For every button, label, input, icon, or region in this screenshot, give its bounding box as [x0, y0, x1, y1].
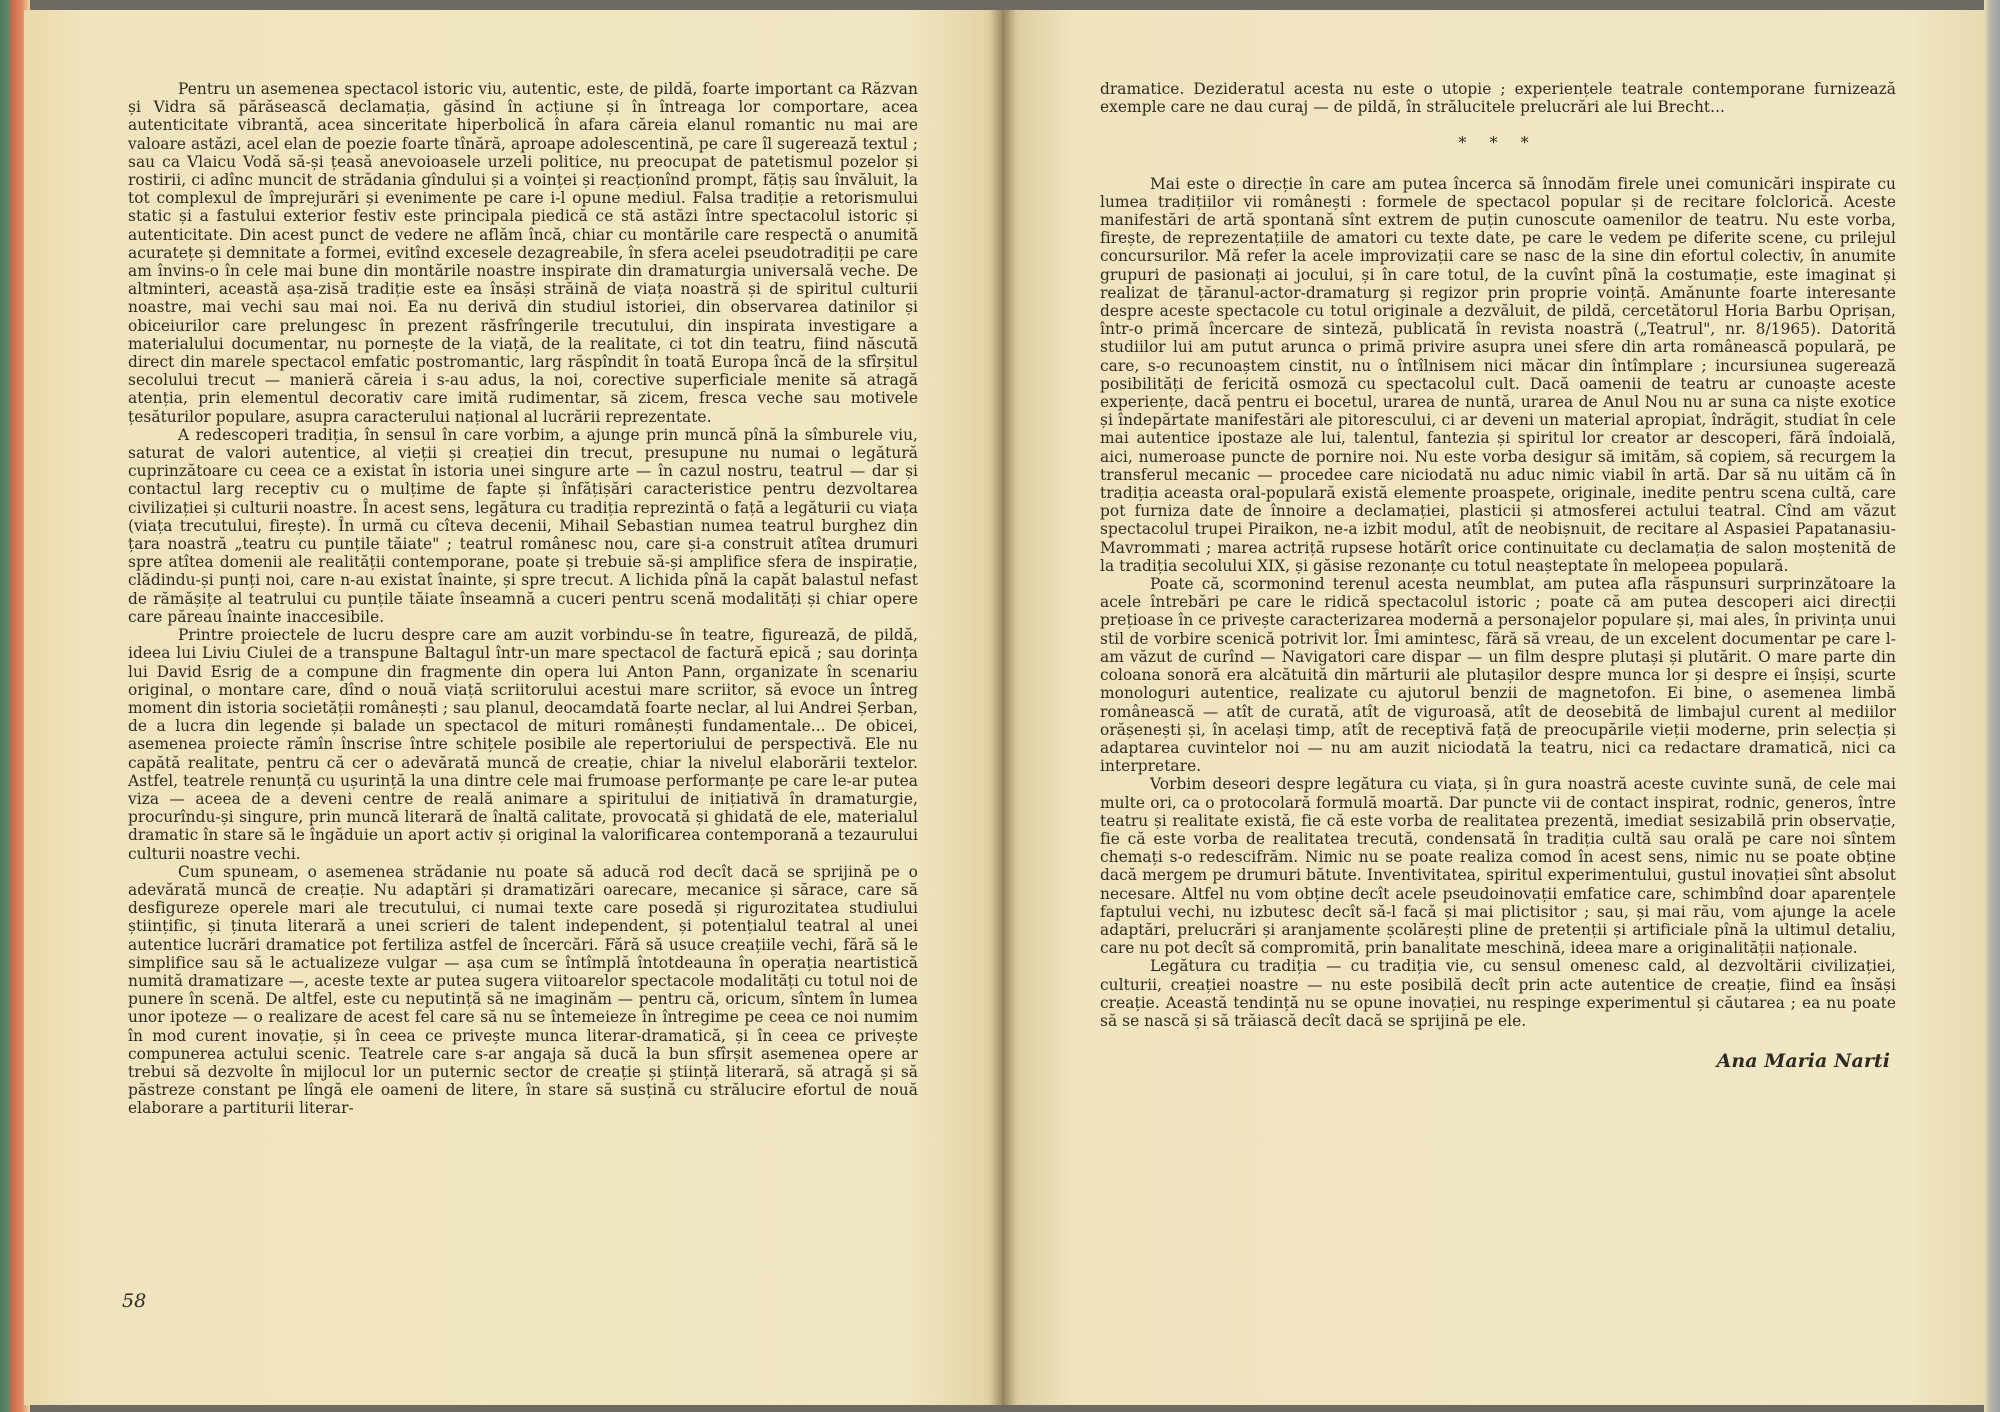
- left-paragraph-4: Cum spuneam, o asemenea strădanie nu poate să aducă rod decît dacă se sprijină pe o adevărată muncă de creație. Nu adaptări și dramatizări oarecare, mecanice și sărace, care să desfigureze operele mari ale trecutului, ci numai texte care posedă și rigurozitatea studiului științific, și ținuta literară a unei scrieri de talent independent, și potențialul teatral al unei autentice lucrări dramatice pot fertiliza astfel de încercări. Fără să usuce creațiile vechi, fără să le simplifice sau să le actualizeze vulgar — așa cum se întîmplă întotdeauna în operația neartistică numită dramatizare —, aceste texte ar putea sugera viitoarelor spectacole modalități cu totul noi de punere în scenă. De altfel, este cu neputință să ne imaginăm — pentru că, oricum, sîntem în lumea unor ipoteze — o realizare de acest fel care să nu se întemeieze în întregime pe ceea ce noi numim în mod curent inovație, și în ceea ce privește munca literar-dramatică, și în ceea ce privește compunerea actului scenic. Teatrele care s-ar angaja să ducă la bun sfîrșit asemenea opere ar trebui să dezvolte în mijlocul lor un puternic sector de creație și știință literară, să atragă și să păstreze constant pe lîngă ele oameni de litere, în stare să susțină cu strălucire efortul de nouă elaborare a partiturii literar-: [128, 862, 918, 1118]
- right-continuation-paragraph: dramatice. Dezideratul acesta nu este o utopie ; experiențele teatrale contemporane furnizează exemple care ne dau curaj — de pildă, în strălucitele prelucrări ale lui Brecht...: [1100, 80, 1896, 117]
- right-paragraph-4: Legătura cu tradiția — cu tradiția vie, cu sensul omenesc cald, al dezvoltării civilizației, culturii, creației noastre — nu este posibilă decît prin acte autentice de creație, fiind ea însăși creație. Această tendință nu se opune inovației, nu respinge experimentul și căutarea ; ea nu poate să se nască și să trăiască decît dacă se sprijină pe ele.: [1100, 957, 1896, 1030]
- page-number: 58: [122, 1290, 147, 1312]
- section-separator: * * *: [1458, 133, 1538, 153]
- author-signature: Ana Maria Narti: [1716, 1050, 1890, 1073]
- right-paragraph-1: Mai este o direcție în care am putea încerca să înnodăm firele unei comunicări inspirate cu lumea tradițiilor vii românești : formele de spectacol popular și de recitare folclorică. Aceste manifestări de artă spontană sînt extrem de puțin cunoscute oamenilor de teatru. Nu este vorba, firește, de reprezentațiile de amatori cu texte date, pe care le vedem pe diferite scene, cu prilejul concursurilor. Mă refer la acele improvizații care se nasc de la sine din efortul colectiv, în anumite grupuri de pasionați ai jocului, și în care totul, de la cuvînt pînă la costumație, este imaginat și realizat de țăranul-actor-dramaturg și regizor prin proprie voință. Amănunte foarte interesante despre aceste spectacole cu totul originale a dezvăluit, de pildă, cercetătorul Horia Barbu Oprișan, într-o primă încercare de sinteză, publicată în revista noastră („Teatrul", nr. 8/1965). Datorită studiilor lui am putut arunca o primă privire asupra unei sfere din arta românească populară, pe care, s-o recunoaștem cinstit, nu o întîlnisem nici măcar din întîmplare ; incursiunea sugerează posibilități de fericită osmoză cu spectacolul cult. Dacă oamenii de teatru ar cunoaște aceste experiențe, dacă pentru ei bocetul, urarea de nuntă, urarea de Anul Nou nu ar suna ca niște exotice și îndepărtate manifestări ale pitorescului, ci ar deveni un material apropiat, îndrăgit, studiat în cele mai autentice ipostaze ale lui, talentul, fantezia și spiritul lor creator ar descoperi, fără îndoială, aici, numeroase puncte de pornire noi. Nu este vorba desigur să imităm, să copiem, să recurgem la transferul mecanic — procedee care niciodată nu aduc nimic viabil în artă. Dar să nu uităm că în tradiția aceasta oral-populară există elemente proaspete, originale, inedite pentru scena cultă, care pot furniza date de înnoire a declamației, plasticii și atmosferei actului teatral. Cînd am văzut spectacolul trupei Piraikon, ne-a izbit modul, atît de neobișnuit, de recitare al Aspasiei Papatanasiu-Mavrommati ; marea actriță rupsese hotărît orice continuitate cu declamația de salon moștenită de la tradiția secolului XIX, și găsise rezonanțe cu totul neașteptate în melopeea populară.: [1100, 174, 1896, 575]
- right-page-text-column: [1100, 80, 1896, 1073]
- left-page: [24, 10, 1002, 1405]
- left-paragraph-1: Pentru un asemenea spectacol istoric viu, autentic, este, de pildă, foarte important ca Răzvan și Vidra să părăsească declamația, găsind în acțiune și în întreaga lor comportare, acea autenticitate vibrantă, acea sinceritate hiperbolică în afara căreia elanul romantic nu mai are valoare astăzi, acel elan de poezie foarte tînără, aproape adolescentină, pe care îl sugerează textul ; sau ca Vlaicu Vodă să-și țeasă anevoioasele urzeli politice, nu preocupat de patetismul pozelor și rostirii, ci adînc muncit de strădania gîndului și a voinței și reacționînd prompt, fățiș sau învăluit, la tot complexul de împrejurări și evenimente pe care i-l opune mediul. Falsa tradiție a retorismului static și a fastului exterior festiv este principala piedică ce stă astăzi între spectacolul istoric și autenticitate. Din acest punct de vedere ne aflăm încă, chiar cu montările care respectă o anumită acuratețe și demnitate a formei, evitînd excesele dezagreabile, în sfera acelei pseudotradiții pe care am învins-o în cele mai bune din montările noastre inspirate din dramaturgia universală veche. De altminteri, această așa-zisă tradiție este ea însăși străină de viața noastră și de spiritul culturii noastre, mai vechi sau mai noi. Ea nu derivă din studiul istoriei, din observarea datinilor și obiceiurilor care prelungesc în prezent răsfrîngerile trecutului, din inspirata investigare a materialului documentar, nu pornește de la viață, de la realitate, ci tot din teatru, fiind născută direct din marele spectacol emfatic postromantic, larg răspîndit în toată Europa încă de la sfîrșitul secolului trecut — manieră căreia i s-au adus, la noi, corective superficiale menite să atragă atenția, prin elementul decorativ care imită rudimentar, să zicem, fresca veche sau motivele țesăturilor populare, asupra caracterului național al lucrării reprezentate.: [128, 80, 918, 426]
- left-paragraph-3: Printre proiectele de lucru despre care am auzit vorbindu-se în teatre, figurează, de pildă, ideea lui Liviu Ciulei de a transpune Baltagul într-un mare spectacol de factură epică ; sau dorința lui David Esrig de a compune din fragmente din opera lui Anton Pann, organizate în scenariu original, o montare care, dînd o nouă viață scriitorului acestui mare scriitor, să evoce un întreg moment din istoria societății românești ; sau planul, deocamdată foarte neclar, al lui Andrei Șerban, de a lucra din legende și balade un spectacol de mituri românești fundamentale... De obicei, asemenea proiecte rămîn înscrise între schițele posibile ale repertoriului de perspectivă. Ele nu capătă realitate, pentru că cer o adevărată muncă de creație, chiar la nivelul elaborării textelor. Astfel, teatrele renunță cu ușurință la una dintre cele mai frumoase performanțe pe care le-ar putea viza — aceea de a deveni centre de reală animare a spiritului de inițiativă în dramaturgie, procurîndu-și singure, prin muncă literară de înaltă calitate, provocată și ghidată de ele, materialul dramatic în stare să le îngăduie un aport activ și original la valorificarea contemporană a tezaurului culturii noastre vechi.: [128, 626, 918, 863]
- book-gutter-shadow: [990, 10, 1016, 1405]
- left-page-text-column: [128, 80, 918, 1118]
- right-page: [1002, 10, 1986, 1405]
- book-binding-right-edge: [1984, 0, 2000, 1412]
- right-paragraph-2: Poate că, scormonind terenul acesta neumblat, am putea afla răspunsuri surprinzătoare la acele întrebări pe care le ridică spectacolul istoric ; poate că am putea descoperi aici direcții prețioase în ce privește caracterizarea modernă a personajelor populare și, mai ales, în privința unui stil de vorbire scenică potrivit lor. Îmi amintesc, fără să vreau, de un excelent documentar pe care l-am văzut de curînd — Navigatori care dispar — un film despre plutași și plutărit. O mare parte din coloana sonoră era alcătuită din mărturii ale plutașilor despre munca lor și despre ei înșiși, scurte monologuri autentice, realizate cu ajutorul benzii de magnetofon. Ei bine, o asemenea limbă românească — atît de curată, atît de viguroasă, atît de deosebită de limbajul curent al mediilor orășenești și, în același timp, atît de receptivă față de preocupările vieții moderne, prin selecția și adaptarea cuvintelor noi — nu am auzit niciodată la teatru, nici ca redactare dramatică, nici ca interpretare.: [1100, 575, 1896, 776]
- right-paragraph-3: Vorbim deseori despre legătura cu viața, și în gura noastră aceste cuvinte sună, de cele mai multe ori, ca o protocolară formulă moartă. Dar puncte vii de contact inspirat, rodnic, generos, între teatru și realitate există, fie că este vorba de realitatea prezentă, imediat sesizabilă prin observație, fie că este vorba de realitatea trecută, condensată în tradiția cultă sau orală pe care noi sîntem chemați s-o redescifrăm. Nimic nu se poate realiza comod în acest sens, nimic nu se poate obține dacă mergem pe drumuri bătute. Inventivitatea, spiritul experimentului, gustul inovației sînt absolut necesare. Altfel nu vom obține decît acele pseudoinovații emfatice care, schimbînd doar aparențele faptului vechi, nu izbutesc decît să-l facă și mai plictisitor ; sau, și mai rău, vom ajunge la acele adaptări, prelucrări și aranjamente școlărești pline de pretenții și artificiale pînă la ultimul detaliu, care nu pot decît să compromită, prin banalitate meschină, ideea mare a originalității naționale.: [1100, 775, 1896, 958]
- left-paragraph-2: A redescoperi tradiția, în sensul în care vorbim, a ajunge prin muncă pînă la sîmburele viu, saturat de valori autentice, al vieții și creației din trecut, presupune nu numai o legătură cuprinzătoare cu ceea ce a existat în istoria unei singure arte — în cazul nostru, teatrul — dar și contactul larg receptiv cu o mulțime de fapte și înfățișări caracteristice pentru dezvoltarea civilizației și culturii noastre. În acest sens, legătura cu tradiția reprezintă o față a legăturii cu viața (viața trecutului, firește). În urmă cu cîteva decenii, Mihail Sebastian numea teatrul burghez din țara noastră „teatru cu punțile tăiate" ; teatrul românesc nou, care și-a construit atîtea drumuri spre atîtea domenii ale realității contemporane, poate și trebuie să-și amplifice sfera de inspirație, clădindu-și punți noi, care n-au existat înainte, și spre trecut. A lichida pînă la capăt balastul nefast de rămășițe al teatrului cu punțile tăiate înseamnă a cuceri pentru scenă modalități și chiar opere care păreau înainte inaccesibile.: [128, 425, 918, 626]
